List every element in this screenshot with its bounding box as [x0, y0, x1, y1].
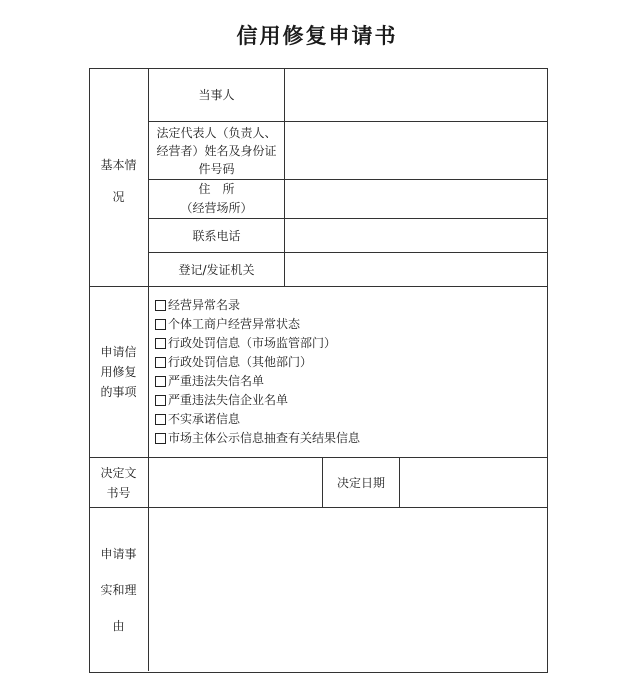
repair-option-label: 行政处罚信息（其他部门）	[168, 355, 313, 369]
reasons-section-label	[89, 508, 148, 671]
repair-option-serious-dishonesty-enterprise[interactable]	[155, 391, 360, 410]
repair-option-label: 个体工商户经营异常状态	[168, 317, 301, 331]
application-form	[89, 68, 548, 673]
repair-option-individual-abnormal[interactable]	[155, 315, 360, 334]
section-divider	[89, 286, 548, 287]
checkbox[interactable]	[155, 300, 166, 311]
repair-option-label: 行政处罚信息（市场监管部门）	[168, 336, 337, 350]
legal-rep-label-line2: 经营者）姓名及身份证	[156, 143, 277, 158]
repair-option-penalty-market-regulation[interactable]	[155, 334, 360, 353]
repair-items-label-line2: 用修复	[100, 365, 137, 379]
repair-items-label-line1: 申请信	[100, 345, 137, 359]
party-value-field[interactable]	[285, 69, 546, 121]
repair-option-spot-check-results[interactable]	[155, 429, 360, 448]
repair-option-label: 市场主体公示信息抽查有关结果信息	[168, 431, 361, 445]
phone-label: 联系电话	[192, 228, 241, 243]
reasons-label-line3: 由	[112, 618, 125, 633]
repair-option-label: 不实承诺信息	[168, 412, 241, 426]
basic-info-label-line1: 基本情	[100, 158, 137, 172]
repair-option-abnormal-list[interactable]	[155, 296, 360, 315]
decision-date-label: 决定日期	[336, 475, 385, 490]
repair-option-label: 经营异常名录	[168, 298, 241, 312]
repair-items-section-label	[89, 287, 148, 457]
decision-doc-number-label	[89, 458, 148, 507]
decision-doc-number-field[interactable]	[149, 458, 322, 507]
decision-date-field[interactable]	[400, 458, 546, 507]
decision-doc-number-label-line2: 书号	[106, 485, 131, 500]
legal-rep-label	[149, 122, 284, 179]
repair-option-label: 严重违法失信企业名单	[168, 393, 289, 407]
form-title: 信用修复申请书	[236, 24, 398, 48]
repair-option-penalty-other[interactable]	[155, 353, 360, 372]
checkbox[interactable]	[155, 319, 166, 330]
reasons-text-area[interactable]	[149, 508, 546, 671]
legal-rep-label-line1: 法定代表人（负责人、	[156, 125, 277, 140]
repair-option-label: 严重违法失信名单	[168, 374, 265, 388]
registration-authority-label: 登记/发证机关	[178, 262, 255, 277]
checkbox[interactable]	[155, 357, 166, 368]
repair-option-false-commitment[interactable]	[155, 410, 360, 429]
checkbox[interactable]	[155, 414, 166, 425]
reasons-label-line1: 申请事	[100, 546, 137, 561]
party-label: 当事人	[198, 87, 235, 102]
legal-rep-label-line3: 件号码	[198, 161, 235, 176]
checkbox[interactable]	[155, 395, 166, 406]
legal-rep-value-field[interactable]	[285, 122, 546, 179]
address-value-field[interactable]	[285, 180, 546, 218]
registration-authority-value-field[interactable]	[285, 253, 546, 286]
address-label	[149, 180, 284, 218]
repair-option-serious-dishonesty-list[interactable]	[155, 372, 360, 391]
basic-info-section-label	[89, 68, 148, 286]
checkbox[interactable]	[155, 376, 166, 387]
repair-items-checklist	[155, 296, 360, 448]
basic-info-label-line2: 况	[112, 190, 125, 204]
phone-value-field[interactable]	[285, 219, 546, 252]
checkbox[interactable]	[155, 338, 166, 349]
decision-doc-number-label-line1: 决定文	[100, 465, 137, 480]
repair-items-label-line3: 的事项	[100, 385, 137, 399]
address-label-line1: 住 所	[198, 182, 235, 196]
checkbox[interactable]	[155, 433, 166, 444]
reasons-label-line2: 实和理	[100, 582, 137, 597]
address-label-line2: （经营场所）	[180, 201, 253, 215]
